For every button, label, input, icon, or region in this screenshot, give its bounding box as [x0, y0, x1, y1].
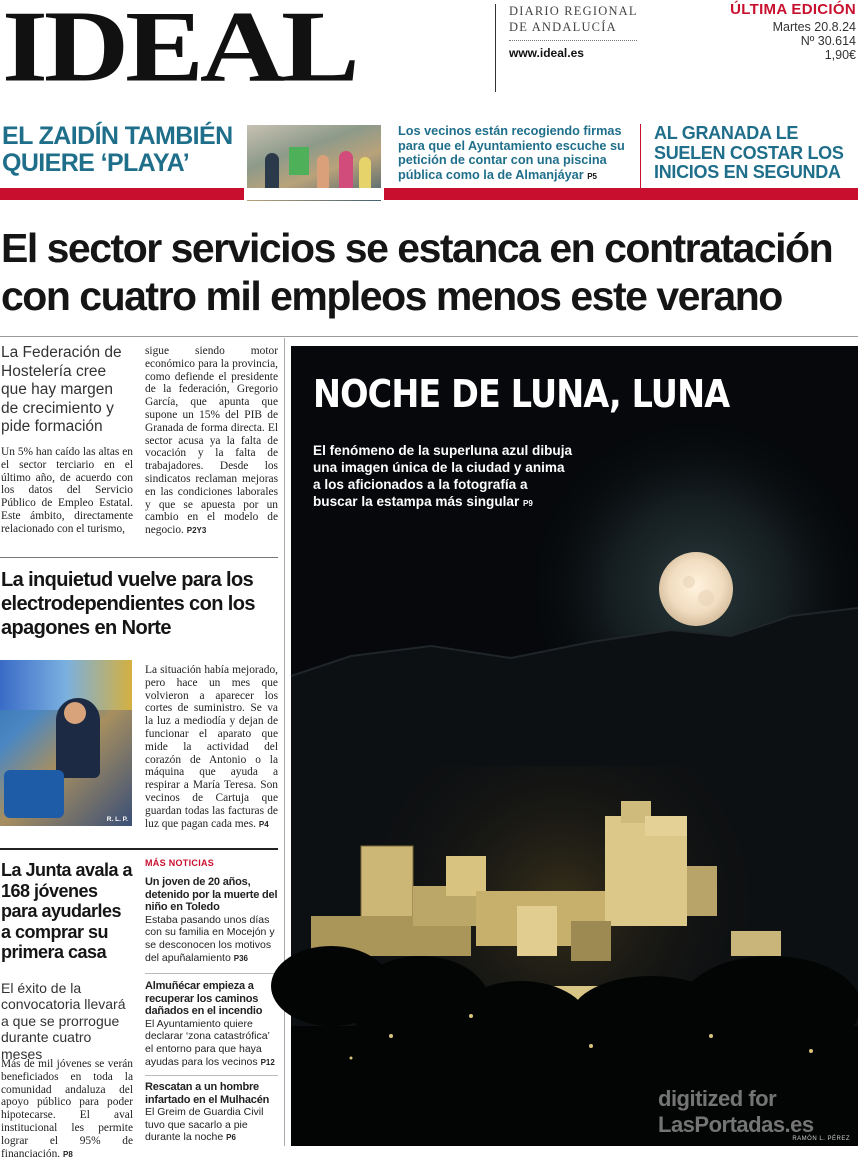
- teaser-granada-title: AL GRANADA LE SUELEN COSTAR LOS INICIOS EN SEGUNDA: [654, 123, 844, 182]
- more-news-title: Un joven de 20 años, detenido por la muerte del niño en Toledo: [145, 876, 278, 914]
- page-ref: P4: [258, 819, 269, 829]
- lead-body-col2-text: sigue siendo motor económico para la provincia, como defiende el presidente de la federación, Gregorio García, que apunta que supone un 15% del PIB de Granada de forma directa. El sector acusa ya la falta de vocación y la falta de trabajadores. Desde los sindicatos reclaman mejoras en las condiciones laborales y que se apuesta por un cambio en el modelo de negocio.: [145, 345, 278, 537]
- story2-photo[interactable]: [0, 660, 132, 826]
- more-news-divider: [145, 1075, 278, 1076]
- page-ref: P9: [523, 499, 533, 508]
- main-headline[interactable]: El sector servicios se estanca en contratación con cuatro mil empleos menos este verano: [1, 225, 833, 319]
- feature-photo[interactable]: [291, 346, 858, 1146]
- newspaper-logo[interactable]: IDEAL: [2, 0, 356, 103]
- teaser-red-bar: [0, 188, 858, 200]
- page-ref: P2Y3: [186, 526, 207, 536]
- issue-price: 1,90€: [824, 48, 856, 62]
- watermark-line1: digitized for: [658, 1086, 777, 1111]
- more-news-label: MÁS NOTICIAS: [145, 858, 215, 868]
- section-divider: [0, 848, 278, 850]
- page-ref: P12: [260, 1057, 275, 1067]
- story2-body-text: La situación había mejorado, pero hace un mes que volvieron a aparecer los cortes de suministro. Se va la luz a mediodía y dejan de funcionar el aparato que mide la actividad del corazón de Antonio o la máquina que ayuda a respirar a María Teresa. Son vecinos de Cartuja que guardan todas las facturas de luz que pagan cada mes.: [145, 664, 278, 830]
- page-ref: P8: [63, 1149, 73, 1159]
- issue-meta: [773, 20, 856, 62]
- watermark: [658, 1086, 814, 1138]
- feature-text: [313, 442, 573, 512]
- teaser-divider: [640, 124, 641, 188]
- issue-date: Martes 20.8.24: [772, 20, 856, 34]
- section-divider: [0, 557, 278, 558]
- teaser-zaidin-title[interactable]: EL ZAIDÍN TAMBIÉN QUIERE ‘PLAYA’: [2, 122, 233, 177]
- lead-body-col2: [145, 345, 278, 538]
- more-news-text: El Greim de Guardia Civil tuvo que sacarlo a pie durante la noche: [145, 1106, 264, 1144]
- page-ref: P36: [233, 953, 248, 963]
- story3-body: [1, 1058, 133, 1161]
- issue-number: Nº 30.614: [800, 34, 856, 48]
- lead-body-col1: Un 5% han caído las altas en el sector terciario en el último año, de acuerdo con los datos del Servicio Público de Empleo Estatal. Este ámbito, directamente relacionado con el turismo,: [1, 446, 133, 535]
- masthead-divider: [495, 4, 496, 92]
- headline-rule: [0, 336, 858, 337]
- feature-photo-credit: RAMÓN L. PÉREZ: [792, 1136, 850, 1142]
- more-news-title: Rescatan a un hombre infartado en el Mulhacén: [145, 1081, 270, 1106]
- photo-credit: R. L. P.: [106, 816, 128, 823]
- tagline-rule: [509, 40, 637, 41]
- story3-headline[interactable]: La Junta avala a 168 jóvenes para ayudarles a comprar su primera casa: [1, 860, 133, 962]
- column-separator: [284, 338, 285, 1146]
- more-news-text: El Ayuntamiento quiere declarar ‘zona catastrófica’ el entorno para que haya ayudas para los vecinos: [145, 1017, 270, 1068]
- more-news-item[interactable]: [145, 1081, 280, 1145]
- watermark-line2: LasPortadas.es: [658, 1112, 814, 1137]
- lead-intro: La Federación de Hostelería cree que hay margen de crecimiento y pide formación: [1, 344, 122, 435]
- story3-intro: El éxito de la convocatoria llevará a que se prorrogue durante cuatro meses: [1, 980, 126, 1062]
- feature-text-body: El fenómeno de la superluna azul dibuja una imagen única de la ciudad y anima a los aficionados a la fotografía a buscar la estampa más singular: [313, 443, 573, 509]
- story2-body: [145, 664, 278, 831]
- more-news-title: Almuñécar empieza a recuperar los caminos dañados en el incendio: [145, 980, 263, 1018]
- story2-headline[interactable]: La inquietud vuelve para los electrodependientes con los apagones en Norte: [1, 569, 255, 639]
- teaser-piscina-body: Los vecinos están recogiendo firmas para que el Ayuntamiento escuche su petición de contar con una piscina pública como la de Almanjáyar: [398, 124, 625, 182]
- page-ref: P6: [226, 1133, 236, 1143]
- story3-body-text: Más de mil jóvenes se verán beneficiados en toda la comunidad andaluza del apoyo público para poder hipotecarse. El aval institucional les permite lograr el 95% de financiación.: [1, 1058, 133, 1160]
- feature-title[interactable]: NOCHE DE LUNA, LUNA: [313, 372, 730, 416]
- more-news-item[interactable]: [145, 876, 280, 965]
- more-news-divider: [145, 973, 278, 974]
- masthead-tagline: DIARIO REGIONAL DE ANDALUCÍA: [509, 4, 638, 34]
- edition-label: ÚLTIMA EDICIÓN: [730, 1, 856, 18]
- moon: [659, 552, 733, 626]
- teaser-piscina-text[interactable]: [398, 124, 628, 184]
- more-news-text: Estaba pasando unos días con su familia en Mocejón y se desconocen los motivos del apuñalamiento: [145, 913, 275, 964]
- website-link[interactable]: www.ideal.es: [509, 46, 584, 60]
- more-news-item[interactable]: [145, 980, 280, 1069]
- page-ref: P5: [587, 171, 598, 181]
